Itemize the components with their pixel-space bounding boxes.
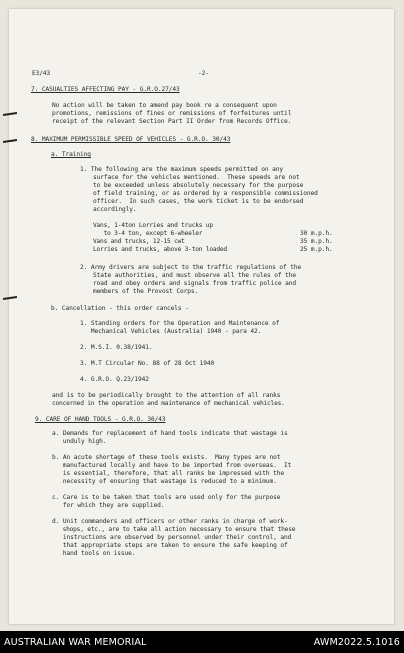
speed-value: 25 m.p.h.: [300, 246, 333, 253]
item-2-line: members of the Provost Corps.: [93, 288, 199, 295]
footer-institution: AUSTRALIAN WAR MEMORIAL: [4, 637, 147, 648]
tools-line: a. Demands for replacement of hand tools indicate that wastage is: [52, 430, 288, 437]
section-7-title: 7. CASUALTIES AFFECTING PAY - G.R.O.27/43: [31, 86, 180, 93]
tools-line: unduly high.: [52, 438, 107, 445]
item-2-line: 2. Army drivers are subject to the traffic regulations of the: [80, 264, 302, 271]
item-1-line: surface for the vehicles mentioned. These speeds are not: [93, 174, 300, 181]
document-page: [9, 9, 394, 624]
tools-line: d. Unit commanders and officers or other ranks in charge of work-: [52, 518, 288, 525]
tools-line: b. An acute shortage of these tools exists. Many types are not: [52, 454, 281, 461]
tools-line: instructions are observed by personnel under their control, and: [52, 534, 292, 541]
footer-bar: [0, 631, 404, 653]
cancels-item: 2. M.S.I. 0.38/1941.: [80, 344, 153, 351]
speed-value: 35 m.p.h.: [300, 238, 333, 245]
section-7-line: receipt of the relevant Section Part II Order from Records Office.: [52, 118, 292, 125]
closing-line: concerned in the operation and maintenance of mechanical vehicles.: [52, 400, 285, 407]
speed-vehicle: Vans, 1-4ton Lorries and trucks up: [93, 222, 213, 229]
page-number: -2-: [198, 70, 209, 77]
cancels-item: Mechanical Vehicles (Australia) 1940 - para 42.: [80, 328, 262, 335]
item-1-line: to be exceeded unless absolutely necessary for the purpose: [93, 182, 304, 189]
tools-line: c. Care is to be taken that tools are used only for the purpose: [52, 494, 281, 501]
speed-vehicle: to 3-4 ton, except 6-wheeler: [93, 230, 203, 237]
footer-accession-number: AWM2022.5.1016: [313, 637, 400, 648]
section-8-title: 8. MAXIMUM PERMISSIBLE SPEED OF VEHICLES - G.R.O. 30/43: [31, 136, 231, 143]
item-2-line: road and obey orders and signals from traffic police and: [93, 280, 297, 287]
tools-line: necessity of ensuring that wastage is reduced to a minimum.: [52, 478, 277, 485]
tools-line: is essential, therefore, that all ranks be impressed with the: [52, 470, 285, 477]
cancellation-heading: b. Cancellation - this order cancels -: [51, 305, 189, 312]
document-text: [9, 9, 394, 624]
item-1-line: 1. The following are the maximum speeds permitted on any: [80, 166, 284, 173]
section-7-line: No action will be taken to amend pay book re a consequent upon: [52, 102, 277, 109]
cancels-item: 3. M.T Circular No. 88 of 28 Oct 1940: [80, 360, 215, 367]
section-7-line: promotions, remissions of fines or remissions of forfeitures until: [52, 110, 292, 117]
speed-vehicle: Lorries and trucks, above 3-ton loaded: [93, 246, 227, 253]
tools-line: shops, etc., are to take all action necessary to ensure that these: [52, 526, 296, 533]
cancels-item: 4. G.R.O. Q.23/1942: [80, 376, 149, 383]
item-1-line: officer. In such cases, the work ticket is to be endorsed: [93, 198, 304, 205]
ref-number: E3/43: [32, 70, 51, 77]
cancels-item: 1. Standing orders for the Operation and Maintenance of: [80, 320, 280, 327]
tools-line: for which they are supplied.: [52, 502, 165, 509]
item-1-line: accordingly.: [93, 206, 137, 213]
tools-line: hand tools on issue.: [52, 550, 136, 557]
closing-line: and is to be periodically brought to the attention of all ranks: [52, 392, 281, 399]
section-9-title: 9. CARE OF HAND TOOLS - G.R.O. 36/43: [35, 416, 166, 423]
speed-vehicle: Vans and trucks, 12-15 cwt: [93, 238, 185, 245]
tools-line: manufactured locally and have to be imported from overseas. It: [52, 462, 292, 469]
tools-line: that appropriate steps are taken to ensure the safe keeping of: [52, 542, 288, 549]
training-heading: a. Training: [51, 151, 91, 158]
item-2-line: State authorities, and must observe all the rules of the: [93, 272, 297, 279]
item-1-line: of field training, or as ordered by a responsible commissioned: [93, 190, 318, 197]
speed-value: 30 m.p.h.: [300, 230, 333, 237]
